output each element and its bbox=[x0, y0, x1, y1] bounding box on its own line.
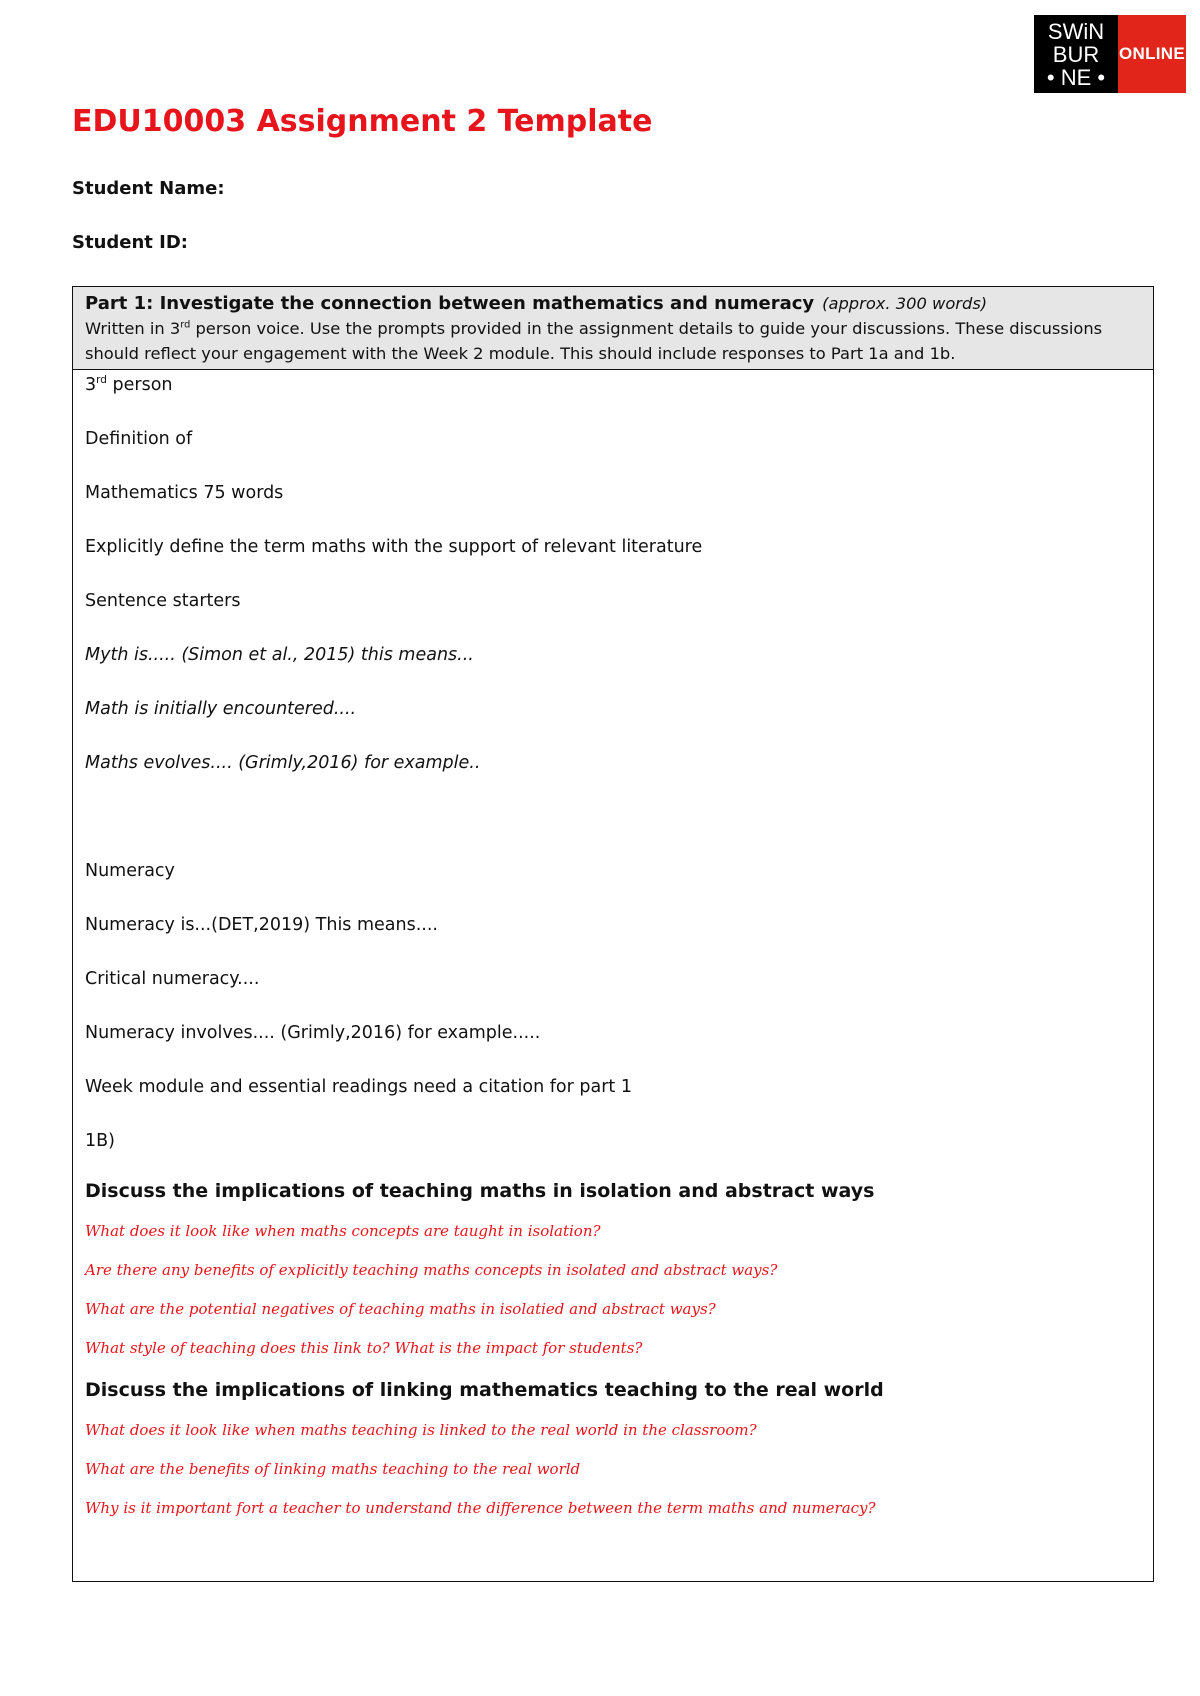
person-word: person bbox=[106, 375, 173, 395]
person-sup: rd bbox=[96, 374, 107, 387]
critical-numeracy-starter: Critical numeracy.... bbox=[85, 969, 260, 989]
part1-instructions bbox=[85, 316, 1141, 366]
isolation-question: What are the potential negatives of teaching maths in isolatied and abstract ways? bbox=[85, 1300, 716, 1318]
part1-response-area[interactable] bbox=[73, 370, 1153, 1521]
part1-title-line bbox=[85, 291, 1141, 316]
document-title: EDU10003 Assignment 2 Template bbox=[72, 104, 653, 139]
myth-starter: Myth is..... (Simon et al., 2015) this means... bbox=[85, 645, 474, 665]
numeracy-involves-starter: Numeracy involves.... (Grimly,2016) for example..... bbox=[85, 1023, 541, 1043]
math-initially-starter: Math is initially encountered.... bbox=[85, 699, 357, 719]
explicitly-define: Explicitly define the term maths with the support of relevant literature bbox=[85, 537, 703, 557]
real-world-question: What does it look like when maths teaching is linked to the real world in the classroom? bbox=[85, 1421, 757, 1439]
logo-wordmark bbox=[1034, 15, 1118, 93]
sentence-starters: Sentence starters bbox=[85, 591, 241, 611]
instructions-sup: rd bbox=[180, 319, 191, 331]
student-id-label: Student ID: bbox=[72, 232, 188, 253]
part1-header bbox=[73, 287, 1153, 370]
real-world-heading: Discuss the implications of linking mathematics teaching to the real world bbox=[85, 1379, 884, 1401]
numeracy-is-starter: Numeracy is...(DET,2019) This means.... bbox=[85, 915, 438, 935]
part1-table bbox=[72, 286, 1154, 1582]
definition-of: Definition of bbox=[85, 429, 193, 449]
isolation-heading: Discuss the implications of teaching maths in isolation and abstract ways bbox=[85, 1180, 875, 1202]
real-world-question: What are the benefits of linking maths teaching to the real world bbox=[85, 1460, 581, 1478]
logo-line-1: SWiN bbox=[1047, 18, 1105, 44]
maths-word-count: Mathematics 75 words bbox=[85, 483, 284, 503]
student-name-label: Student Name: bbox=[72, 178, 225, 199]
swinburne-online-logo bbox=[1034, 15, 1186, 93]
week-module-note: Week module and essential readings need a citation for part 1 bbox=[85, 1077, 632, 1097]
instructions-post: person voice. Use the prompts provided in the assignment details to guide your discussions. These discussions should reflect your engagement with the Week 2 module. This should include responses to Part 1a and 1b. bbox=[85, 319, 1103, 363]
logo-line-2: BUR bbox=[1052, 41, 1100, 67]
person-num: 3 bbox=[85, 375, 97, 395]
logo-online-badge: ONLINE bbox=[1118, 15, 1186, 93]
part-1b-label: 1B) bbox=[85, 1131, 115, 1151]
instructions-pre: Written in 3 bbox=[85, 319, 181, 338]
part1-title: Part 1: Investigate the connection between mathematics and numeracy bbox=[85, 293, 815, 314]
isolation-question: What style of teaching does this link to? What is the impact for students? bbox=[85, 1339, 643, 1357]
numeracy-heading: Numeracy bbox=[85, 861, 175, 881]
maths-evolves-starter: Maths evolves.... (Grimly,2016) for example.. bbox=[85, 753, 481, 773]
part1-word-count: (approx. 300 words) bbox=[822, 294, 988, 313]
person-note bbox=[85, 372, 1141, 398]
real-world-question: Why is it important fort a teacher to understand the difference between the term maths and numeracy? bbox=[85, 1499, 876, 1517]
logo-line-3: • NE • bbox=[1046, 64, 1106, 90]
isolation-question: Are there any benefits of explicitly teaching maths concepts in isolated and abstract ways? bbox=[85, 1261, 778, 1279]
isolation-question: What does it look like when maths concepts are taught in isolation? bbox=[85, 1222, 601, 1240]
